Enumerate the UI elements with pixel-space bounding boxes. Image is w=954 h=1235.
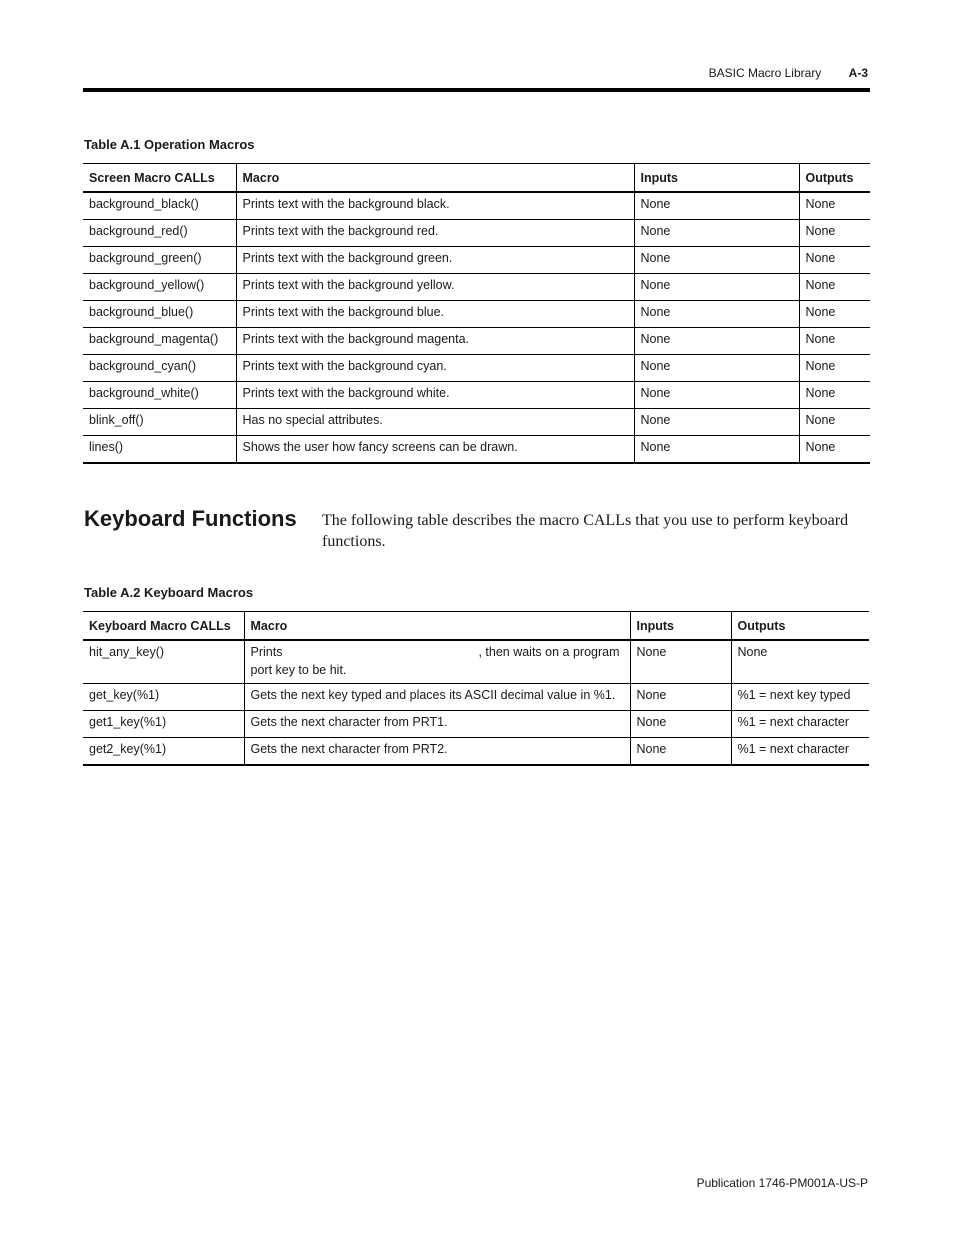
macro-call-cell: background_white() bbox=[83, 382, 236, 409]
macro-description-cell: Gets the next character from PRT2. bbox=[244, 738, 630, 766]
table-header-row bbox=[83, 164, 870, 193]
macro-text-start: Prints bbox=[250, 645, 283, 659]
inputs-cell: None bbox=[634, 436, 799, 464]
macro-call-cell: background_green() bbox=[83, 247, 236, 274]
macro-description-cell: Prints text with the background white. bbox=[236, 382, 634, 409]
table-row bbox=[83, 738, 869, 766]
macro-call-cell: background_red() bbox=[83, 220, 236, 247]
table-row bbox=[83, 247, 870, 274]
inputs-cell: None bbox=[634, 328, 799, 355]
macro-description-cell: Gets the next character from PRT1. bbox=[244, 711, 630, 738]
macro-call-cell: background_cyan() bbox=[83, 355, 236, 382]
macro-description-cell: Prints text with the background green. bbox=[236, 247, 634, 274]
macro-call-cell: background_yellow() bbox=[83, 274, 236, 301]
macro-call-cell: blink_off() bbox=[83, 409, 236, 436]
table-row bbox=[83, 192, 870, 220]
table-row bbox=[83, 301, 870, 328]
table-row bbox=[83, 640, 869, 684]
running-header bbox=[709, 66, 868, 80]
inputs-cell: None bbox=[630, 684, 731, 711]
table-row bbox=[83, 220, 870, 247]
outputs-cell: None bbox=[799, 247, 870, 274]
column-header: Inputs bbox=[634, 164, 799, 193]
macro-description-cell: Prints text with the background blue. bbox=[236, 301, 634, 328]
column-header: Screen Macro CALLs bbox=[83, 164, 236, 193]
outputs-cell: None bbox=[731, 640, 869, 684]
macro-call-cell: get2_key(%1) bbox=[83, 738, 244, 766]
inputs-cell: None bbox=[634, 220, 799, 247]
macro-call-cell: lines() bbox=[83, 436, 236, 464]
inputs-cell: None bbox=[634, 192, 799, 220]
column-header: Outputs bbox=[731, 612, 869, 641]
inputs-cell: None bbox=[634, 382, 799, 409]
outputs-cell: None bbox=[799, 409, 870, 436]
inputs-cell: None bbox=[630, 711, 731, 738]
table-header-row bbox=[83, 612, 869, 641]
column-header: Outputs bbox=[799, 164, 870, 193]
section-title: Keyboard Functions bbox=[84, 506, 297, 531]
header-library-title: BASIC Macro Library bbox=[708, 66, 822, 80]
table-row bbox=[83, 436, 870, 464]
outputs-cell: None bbox=[799, 301, 870, 328]
macro-call-cell: get1_key(%1) bbox=[83, 711, 244, 738]
table-row bbox=[83, 328, 870, 355]
macro-description-cell: Prints text with the background black. bbox=[236, 192, 634, 220]
column-header: Macro bbox=[236, 164, 634, 193]
macro-description-cell: Prints text with the background magenta. bbox=[236, 328, 634, 355]
macro-description-cell: Has no special attributes. bbox=[236, 409, 634, 436]
section-intro: The following table describes the macro CALLs that you use to perform keyboard functions. bbox=[322, 512, 849, 550]
inputs-cell: None bbox=[634, 247, 799, 274]
header-page-number: A-3 bbox=[848, 66, 868, 80]
macro-description-cell: Gets the next key typed and places its ASCII decimal value in %1. bbox=[244, 684, 630, 711]
macro-call-cell: background_black() bbox=[83, 192, 236, 220]
table-row bbox=[83, 409, 870, 436]
macro-description-cell: Prints text with the background red. bbox=[236, 220, 634, 247]
inputs-cell: None bbox=[634, 355, 799, 382]
outputs-cell: %1 = next character bbox=[731, 738, 869, 766]
outputs-cell: None bbox=[799, 382, 870, 409]
outputs-cell: %1 = next character bbox=[731, 711, 869, 738]
table2-caption: Table A.2 Keyboard Macros bbox=[84, 585, 254, 600]
column-header: Keyboard Macro CALLs bbox=[83, 612, 244, 641]
inputs-cell: None bbox=[630, 640, 731, 684]
table1-caption: Table A.1 Operation Macros bbox=[84, 137, 255, 152]
table-row bbox=[83, 684, 869, 711]
macro-description-cell: Prints text with the background yellow. bbox=[236, 274, 634, 301]
inputs-cell: None bbox=[634, 301, 799, 328]
column-header: Inputs bbox=[630, 612, 731, 641]
column-header: Macro bbox=[244, 612, 630, 641]
header-rule bbox=[83, 88, 870, 92]
operation-macros-table bbox=[83, 163, 870, 464]
macro-call-cell: get_key(%1) bbox=[83, 684, 244, 711]
macro-call-cell: hit_any_key() bbox=[83, 640, 244, 684]
footer-publication: Publication 1746-PM001A-US-P bbox=[696, 1176, 868, 1190]
inputs-cell: None bbox=[634, 274, 799, 301]
table-row bbox=[83, 274, 870, 301]
macro-description-cell bbox=[244, 640, 630, 684]
inputs-cell: None bbox=[630, 738, 731, 766]
macro-text-end: , then waits on a program port key to be hit. bbox=[250, 645, 620, 677]
outputs-cell: None bbox=[799, 355, 870, 382]
table-row bbox=[83, 355, 870, 382]
macro-description-cell: Shows the user how fancy screens can be drawn. bbox=[236, 436, 634, 464]
table-row bbox=[83, 711, 869, 738]
keyboard-macros-table bbox=[83, 611, 869, 766]
outputs-cell: None bbox=[799, 436, 870, 464]
outputs-cell: None bbox=[799, 274, 870, 301]
macro-description-cell: Prints text with the background cyan. bbox=[236, 355, 634, 382]
outputs-cell: %1 = next key typed bbox=[731, 684, 869, 711]
inputs-cell: None bbox=[634, 409, 799, 436]
outputs-cell: None bbox=[799, 192, 870, 220]
outputs-cell: None bbox=[799, 220, 870, 247]
macro-call-cell: background_blue() bbox=[83, 301, 236, 328]
table-row bbox=[83, 382, 870, 409]
macro-call-cell: background_magenta() bbox=[83, 328, 236, 355]
outputs-cell: None bbox=[799, 328, 870, 355]
